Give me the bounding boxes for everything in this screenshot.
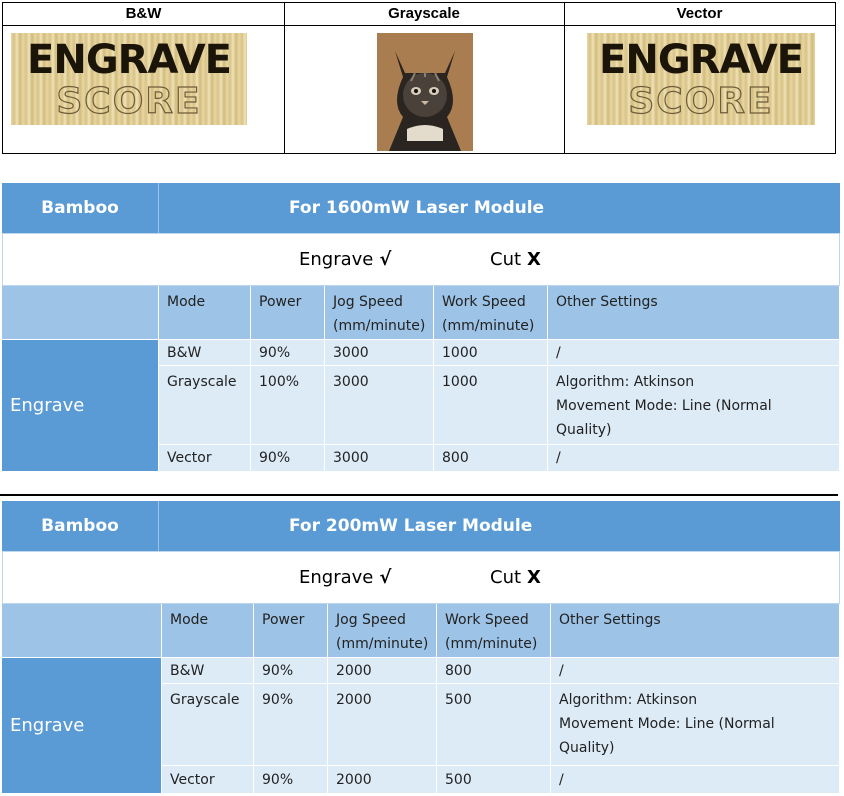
cut-capability bbox=[490, 249, 541, 270]
cut-label: Cut bbox=[490, 567, 522, 588]
sample-header-grayscale: Grayscale bbox=[284, 3, 564, 26]
header-power: Power bbox=[254, 604, 328, 658]
cell-jog-speed: 3000 bbox=[325, 445, 434, 472]
sample-column-vector bbox=[564, 3, 835, 153]
x-mark-icon: X bbox=[527, 567, 541, 588]
cell-mode: Grayscale bbox=[159, 366, 251, 445]
header-work-speed: Work Speed (mm/minute) bbox=[434, 286, 548, 340]
engrave-label: Engrave bbox=[299, 249, 374, 270]
cell-work-speed: 800 bbox=[437, 658, 551, 684]
cell-other-settings: / bbox=[551, 766, 840, 794]
engrave-label: Engrave bbox=[299, 567, 374, 588]
table-title-bar bbox=[2, 183, 840, 233]
engrave-section-label: Engrave bbox=[2, 340, 159, 472]
engrave-cut-row bbox=[2, 551, 840, 604]
header-other-settings: Other Settings bbox=[548, 286, 840, 340]
cell-mode: B&W bbox=[162, 658, 254, 684]
module-label: For 1600mW Laser Module bbox=[289, 198, 545, 218]
material-label: Bamboo bbox=[2, 501, 159, 551]
cell-power: 90% bbox=[254, 684, 328, 766]
engrave-capability bbox=[299, 249, 391, 270]
header-work-speed: Work Speed (mm/minute) bbox=[437, 604, 551, 658]
header-mode: Mode bbox=[159, 286, 251, 340]
header-jog-speed: Jog Speed (mm/minute) bbox=[328, 604, 437, 658]
cut-label: Cut bbox=[490, 249, 522, 270]
cut-capability bbox=[490, 567, 541, 588]
cell-mode: Vector bbox=[162, 766, 254, 794]
cell-work-speed: 500 bbox=[437, 766, 551, 794]
cell-power: 90% bbox=[251, 340, 325, 366]
cell-jog-speed: 3000 bbox=[325, 366, 434, 445]
cell-work-speed: 800 bbox=[434, 445, 548, 472]
engrave-capability bbox=[299, 567, 391, 588]
cell-mode: B&W bbox=[159, 340, 251, 366]
sample-images-table bbox=[2, 2, 836, 154]
table-title-bar bbox=[2, 501, 840, 551]
check-mark-icon: √ bbox=[379, 567, 392, 588]
sample-column-grayscale bbox=[284, 3, 565, 153]
header-blank bbox=[2, 604, 162, 658]
score-word: SCORE bbox=[56, 81, 202, 122]
header-power: Power bbox=[251, 286, 325, 340]
cell-work-speed: 1000 bbox=[434, 340, 548, 366]
material-label: Bamboo bbox=[2, 183, 159, 233]
header-blank bbox=[2, 286, 159, 340]
sample-column-bw bbox=[3, 3, 285, 153]
cell-other-settings: Algorithm: Atkinson Movement Mode: Line (Normal Quality) bbox=[548, 366, 840, 445]
cell-mode: Grayscale bbox=[162, 684, 254, 766]
module-label: For 200mW Laser Module bbox=[289, 516, 533, 536]
sample-header-vector: Vector bbox=[564, 3, 835, 26]
cell-other-settings: Algorithm: Atkinson Movement Mode: Line (Normal Quality) bbox=[551, 684, 840, 766]
engrave-cut-row bbox=[2, 233, 840, 286]
header-mode: Mode bbox=[162, 604, 254, 658]
cell-jog-speed: 2000 bbox=[328, 766, 437, 794]
header-jog-speed: Jog Speed (mm/minute) bbox=[325, 286, 434, 340]
engrave-word: ENGRAVE bbox=[599, 37, 803, 83]
x-mark-icon: X bbox=[527, 249, 541, 270]
vector-engrave-sample-image bbox=[587, 33, 815, 125]
table-separator bbox=[0, 494, 838, 496]
cell-other-settings: / bbox=[551, 658, 840, 684]
score-word: SCORE bbox=[628, 81, 774, 122]
cell-power: 90% bbox=[251, 445, 325, 472]
cell-power: 100% bbox=[251, 366, 325, 445]
cell-work-speed: 500 bbox=[437, 684, 551, 766]
cell-power: 90% bbox=[254, 766, 328, 794]
sample-header-bw: B&W bbox=[3, 3, 284, 26]
cell-power: 90% bbox=[254, 658, 328, 684]
cell-work-speed: 1000 bbox=[434, 366, 548, 445]
engrave-section-label: Engrave bbox=[2, 658, 162, 794]
cell-jog-speed: 2000 bbox=[328, 658, 437, 684]
header-other-settings: Other Settings bbox=[551, 604, 840, 658]
engrave-word: ENGRAVE bbox=[27, 37, 231, 83]
bw-engrave-sample-image bbox=[11, 33, 247, 125]
check-mark-icon: √ bbox=[379, 249, 392, 270]
cell-mode: Vector bbox=[159, 445, 251, 472]
cell-jog-speed: 2000 bbox=[328, 684, 437, 766]
cell-other-settings: / bbox=[548, 445, 840, 472]
grayscale-cat-sample-image bbox=[377, 33, 473, 151]
cell-jog-speed: 3000 bbox=[325, 340, 434, 366]
cell-other-settings: / bbox=[548, 340, 840, 366]
